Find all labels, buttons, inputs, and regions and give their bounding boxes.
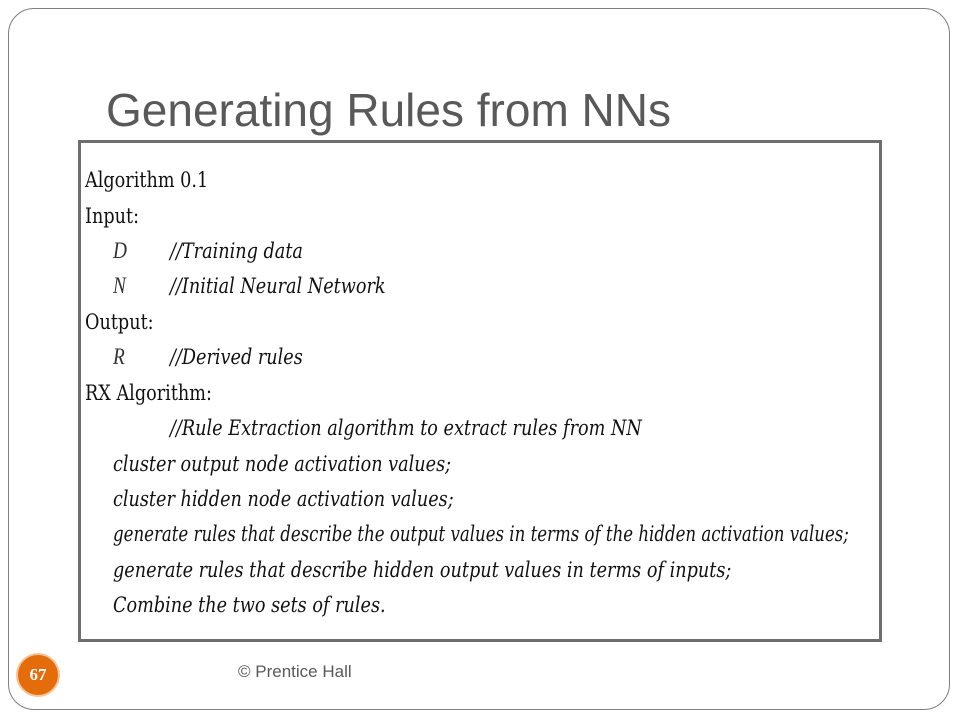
- page-number-badge: 67: [16, 653, 60, 697]
- input-var-n: N: [113, 273, 126, 298]
- algorithm-step: generate rules that describe hidden output values in terms of inputs;: [113, 558, 732, 582]
- output-label: Output:: [85, 310, 154, 334]
- algorithm-step: cluster output node activation values;: [113, 452, 452, 476]
- algorithm-heading: Algorithm 0.1: [85, 168, 209, 192]
- method-comment: //Rule Extraction algorithm to extract rules from NN: [170, 416, 642, 440]
- footer-copyright: © Prentice Hall: [238, 662, 352, 681]
- algorithm-step: cluster hidden node activation values;: [113, 487, 454, 511]
- algorithm-box: [78, 140, 882, 642]
- output-comment-r: //Derived rules: [170, 345, 303, 369]
- input-label: Input:: [85, 204, 140, 228]
- output-var-r: R: [113, 344, 125, 369]
- method-label: RX Algorithm:: [85, 381, 212, 405]
- input-var-d: D: [113, 238, 127, 263]
- slide-title: Generating Rules from NNs: [106, 84, 671, 136]
- input-comment-d: //Training data: [170, 239, 303, 263]
- input-comment-n: //Initial Neural Network: [170, 274, 386, 298]
- algorithm-step: Combine the two sets of rules.: [113, 593, 386, 617]
- algorithm-step: generate rules that describe the output values in terms of the hidden activation values;: [113, 522, 849, 546]
